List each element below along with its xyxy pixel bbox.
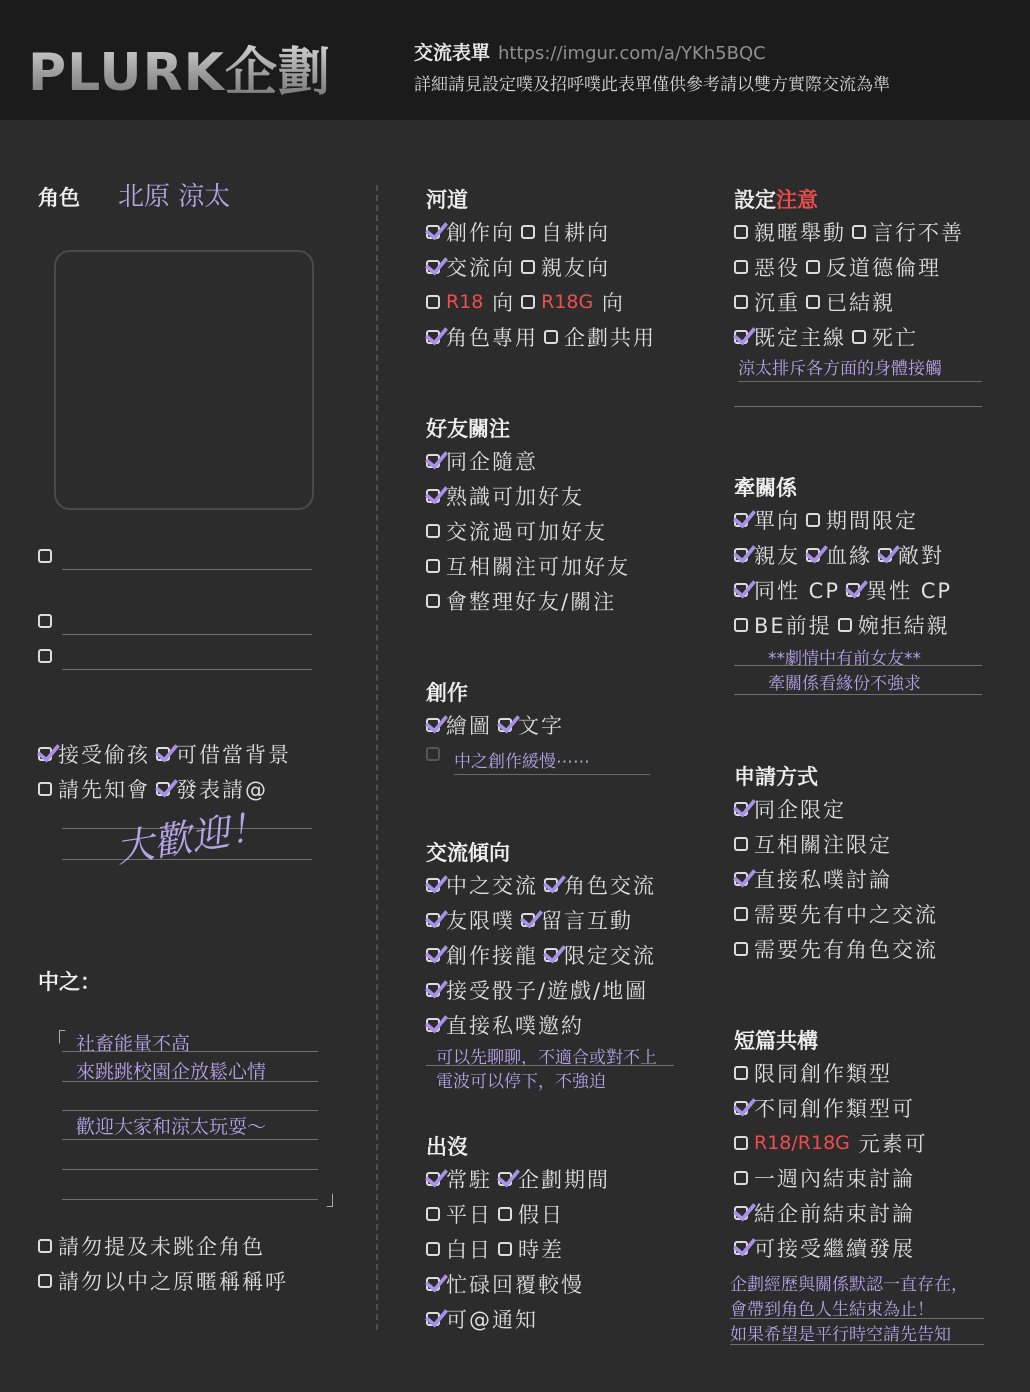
section-title-friends: 好友關注: [426, 417, 510, 441]
checkbox-icon[interactable]: [426, 295, 440, 309]
blank-line: [62, 1199, 318, 1200]
friends-row: [426, 516, 613, 546]
option-item[interactable]: 創作接龍: [426, 940, 538, 970]
presence-row: [426, 1164, 616, 1194]
checkbox-icon[interactable]: [852, 330, 866, 344]
settings-note: 涼太排斥各方面的身體接觸: [738, 354, 982, 382]
option-item[interactable]: 常駐: [426, 1164, 492, 1194]
checkbox-icon[interactable]: [806, 260, 820, 274]
option-item[interactable]: 文字: [498, 710, 564, 740]
apply-row: [734, 794, 852, 824]
blank-line: [62, 1051, 318, 1052]
checkbox-checked-icon[interactable]: [734, 1206, 748, 1220]
friends-row: [426, 586, 622, 616]
checkbox-icon[interactable]: [852, 225, 866, 239]
option-item[interactable]: 不同創作類型可: [734, 1093, 915, 1123]
relations-row: [734, 540, 950, 570]
checkbox-checked-icon[interactable]: [426, 878, 440, 892]
option-item[interactable]: 交流向: [426, 252, 515, 282]
option-item[interactable]: 可接受繼續發展: [734, 1233, 915, 1263]
blank-line: [734, 694, 982, 695]
blank-line: [62, 569, 312, 570]
checkbox-checked-icon[interactable]: [426, 1018, 440, 1032]
bottom-option-row: [38, 1231, 271, 1261]
option-item[interactable]: 自耕向: [521, 217, 610, 247]
friends-row: [426, 446, 544, 476]
checkbox-checked-icon[interactable]: [426, 718, 440, 732]
option-item[interactable]: 可借當背景: [156, 739, 291, 769]
option-item[interactable]: 親友向: [521, 252, 610, 282]
option-item[interactable]: 親友: [734, 540, 800, 570]
blank-line: [734, 406, 982, 407]
tendency-row: [426, 1010, 590, 1040]
apply-row: [734, 899, 944, 929]
creation-note: 中之創作緩慢⋯⋯: [454, 747, 650, 775]
character-photo-placeholder: [54, 250, 314, 510]
option-item[interactable]: 創作向: [426, 217, 515, 247]
blank-line: [62, 1110, 318, 1111]
settings-row: [734, 322, 924, 352]
plurk-logo: PLURK企劃: [28, 30, 331, 105]
checkbox-icon[interactable]: [734, 1066, 748, 1080]
option-item[interactable]: 一週內結束討論: [734, 1163, 915, 1193]
form-title-line: [414, 38, 766, 65]
checkbox-icon[interactable]: [734, 907, 748, 921]
short-row: [734, 1163, 921, 1193]
checkbox-icon[interactable]: [38, 649, 52, 663]
checkbox-icon[interactable]: [38, 1274, 52, 1288]
friends-row: [426, 481, 590, 511]
option-item[interactable]: 忙碌回覆較慢: [426, 1269, 584, 1299]
checkbox-icon[interactable]: [734, 295, 748, 309]
option-item[interactable]: 異性 CP: [846, 575, 952, 605]
relations-row: [734, 505, 924, 535]
checkbox-icon[interactable]: [38, 782, 52, 796]
option-item[interactable]: 發表請@: [156, 774, 268, 804]
short-note: 會帶到角色人生結束為止！: [730, 1300, 934, 1320]
quote-open: 「: [46, 1028, 66, 1052]
option-item[interactable]: 平日: [426, 1199, 492, 1229]
short-note: 如果希望是平行時空請先告知: [730, 1325, 951, 1345]
checkbox-icon[interactable]: [734, 942, 748, 956]
apply-row: [734, 864, 898, 894]
blank-line: [426, 1065, 674, 1066]
presence-row: [426, 1269, 590, 1299]
pl-line: 社畜能量不高: [76, 1033, 191, 1055]
checkbox-icon[interactable]: [734, 225, 748, 239]
checkbox-icon[interactable]: [426, 747, 440, 761]
checkbox-icon[interactable]: [38, 549, 52, 563]
checkbox-icon[interactable]: [521, 260, 535, 274]
checkbox-checked-icon[interactable]: [156, 747, 170, 761]
short-row: [734, 1233, 921, 1263]
checkbox-checked-icon[interactable]: [426, 260, 440, 274]
option-item[interactable]: 反道德倫理: [806, 252, 941, 282]
tendency-row: [426, 870, 662, 900]
checkbox-checked-icon[interactable]: [846, 583, 860, 597]
blank-line: [734, 665, 982, 666]
option-item[interactable]: 請勿以中之原暱稱稱呼: [38, 1266, 288, 1296]
creation-note-row: [426, 747, 446, 761]
checkbox-icon[interactable]: [734, 1136, 748, 1150]
option-item[interactable]: 繪圖: [426, 710, 492, 740]
short-row: [734, 1128, 934, 1158]
checkbox-icon[interactable]: [734, 837, 748, 851]
pl-line: 來跳跳校園企放鬆心情: [76, 1061, 267, 1083]
option-item[interactable]: 言行不善: [852, 217, 964, 247]
option-item[interactable]: 同企限定: [734, 794, 846, 824]
creation-row: [426, 710, 570, 740]
checkbox-icon[interactable]: [38, 1239, 52, 1253]
checkbox-checked-icon[interactable]: [426, 1312, 440, 1326]
checkbox-checked-icon[interactable]: [734, 583, 748, 597]
form-url-link[interactable]: https://imgur.com/a/YKh5BQC: [498, 43, 766, 64]
option-item[interactable]: 請勿提及未跳企角色: [38, 1231, 265, 1261]
header: [0, 0, 1030, 120]
option-item[interactable]: 同企隨意: [426, 446, 538, 476]
section-title-relations: 牽關係: [734, 476, 797, 500]
river-row: [426, 217, 616, 247]
friends-row: [426, 551, 636, 581]
option-item[interactable]: 白日: [426, 1234, 492, 1264]
relations-note: 牽關係看緣份不強求: [768, 674, 921, 694]
blank-checkbox-row[interactable]: [38, 648, 58, 667]
checkbox-checked-icon[interactable]: [878, 548, 892, 562]
checkbox-checked-icon[interactable]: [426, 225, 440, 239]
relations-row: [734, 610, 956, 640]
role-name: 北原 涼太: [118, 182, 231, 212]
blank-line: [62, 1139, 318, 1140]
checkbox-icon[interactable]: [734, 618, 748, 632]
checkbox-checked-icon[interactable]: [156, 782, 170, 796]
option-item[interactable]: 需要先有角色交流: [734, 934, 938, 964]
apply-row: [734, 829, 898, 859]
checkbox-icon[interactable]: [426, 1207, 440, 1221]
option-item[interactable]: 時差: [498, 1234, 564, 1264]
option-item[interactable]: 友限噗: [426, 905, 515, 935]
short-note: 企劃經歷與關係默認一直存在，: [730, 1275, 968, 1295]
checkbox-icon[interactable]: [426, 559, 440, 573]
column-divider: [376, 185, 378, 1330]
checkbox-icon[interactable]: [838, 618, 852, 632]
section-title-tendency: 交流傾向: [426, 841, 510, 865]
presence-row: [426, 1234, 570, 1264]
checkbox-checked-icon[interactable]: [426, 948, 440, 962]
option-item[interactable]: 期間限定: [806, 505, 918, 535]
option-item[interactable]: 需要先有中之交流: [734, 899, 938, 929]
relations-row: [734, 575, 958, 605]
option-item[interactable]: 留言互動: [521, 905, 633, 935]
option-item[interactable]: 同性 CP: [734, 575, 840, 605]
accept-row: [38, 739, 297, 769]
checkbox-icon[interactable]: [734, 260, 748, 274]
settings-row: [734, 252, 947, 282]
checkbox-checked-icon[interactable]: [426, 913, 440, 927]
tendency-note: 可以先聊聊，不適合或對不上: [436, 1048, 657, 1068]
checkbox-icon[interactable]: [521, 295, 535, 309]
checkbox-icon[interactable]: [521, 225, 535, 239]
checkbox-checked-icon[interactable]: [38, 747, 52, 761]
checkbox-checked-icon[interactable]: [498, 718, 512, 732]
section-title-presence: 出沒: [426, 1135, 468, 1159]
section-title-short: 短篇共構: [734, 1029, 818, 1053]
welcome-handwriting: 大歡迎！: [112, 803, 270, 872]
checkbox-icon[interactable]: [426, 524, 440, 538]
tendency-row: [426, 975, 654, 1005]
option-item[interactable]: 敵對: [878, 540, 944, 570]
checkbox-checked-icon[interactable]: [734, 548, 748, 562]
option-item[interactable]: R18/R18G 元素可: [734, 1128, 928, 1158]
checkbox-checked-icon[interactable]: [426, 330, 440, 344]
checkbox-icon[interactable]: [426, 1242, 440, 1256]
checkbox-icon[interactable]: [734, 1171, 748, 1185]
blank-checkbox-row[interactable]: [38, 548, 58, 567]
option-item[interactable]: 請先知會: [38, 774, 150, 804]
checkbox-checked-icon[interactable]: [426, 983, 440, 997]
checkbox-icon[interactable]: [498, 1207, 512, 1221]
option-item[interactable]: 沉重: [734, 287, 800, 317]
checkbox-checked-icon[interactable]: [426, 1277, 440, 1291]
option-item[interactable]: BE前提: [734, 610, 832, 640]
apply-row: [734, 934, 944, 964]
option-item[interactable]: R18G 向: [521, 287, 625, 317]
checkbox-checked-icon[interactable]: [544, 948, 558, 962]
checkbox-icon[interactable]: [806, 295, 820, 309]
checkbox-checked-icon[interactable]: [734, 1101, 748, 1115]
checkbox-icon[interactable]: [544, 330, 558, 344]
option-item[interactable]: 互相關注限定: [734, 829, 892, 859]
option-item[interactable]: 已結親: [806, 287, 895, 317]
role-label: 角色: [38, 186, 80, 210]
checkbox-checked-icon[interactable]: [521, 913, 535, 927]
checkbox-checked-icon[interactable]: [426, 454, 440, 468]
option-item[interactable]: 限同創作類型: [734, 1058, 892, 1088]
tendency-row: [426, 905, 639, 935]
checkbox-icon[interactable]: [38, 614, 52, 628]
checkbox-checked-icon[interactable]: [734, 872, 748, 886]
pl-label: 中之：: [38, 970, 101, 994]
checkbox-checked-icon[interactable]: [734, 330, 748, 344]
checkbox-icon[interactable]: [498, 1242, 512, 1256]
option-item[interactable]: R18 向: [426, 287, 515, 317]
blank-line: [62, 634, 312, 635]
checkbox-checked-icon[interactable]: [734, 802, 748, 816]
presence-row: [426, 1304, 544, 1334]
option-item[interactable]: 血緣: [806, 540, 872, 570]
option-item[interactable]: 中之交流: [426, 870, 538, 900]
option-item[interactable]: 接受偷孩: [38, 739, 150, 769]
checkbox-checked-icon[interactable]: [426, 1172, 440, 1186]
checkbox-icon[interactable]: [426, 594, 440, 608]
section-title-creation: 創作: [426, 681, 468, 705]
river-row: [426, 287, 631, 317]
option-item[interactable]: 企劃期間: [498, 1164, 610, 1194]
tendency-row: [426, 940, 662, 970]
river-row: [426, 252, 616, 282]
short-row: [734, 1058, 898, 1088]
settings-row: [734, 287, 901, 317]
checkbox-checked-icon[interactable]: [544, 878, 558, 892]
option-item[interactable]: 企劃共用: [544, 322, 656, 352]
river-row: [426, 322, 662, 352]
option-item[interactable]: 直接私噗討論: [734, 864, 892, 894]
option-item[interactable]: 假日: [498, 1199, 564, 1229]
relations-note: **劇情中有前女友**: [768, 649, 921, 669]
blank-line: [730, 1318, 984, 1319]
bottom-option-row: [38, 1266, 294, 1296]
option-item[interactable]: 惡役: [734, 252, 800, 282]
checkbox-icon[interactable]: [806, 513, 820, 527]
option-item[interactable]: 會整理好友/關注: [426, 586, 616, 616]
form-subtitle: 詳細請見設定噗及招呼噗此表單僅供參考請以雙方實際交流為準: [414, 75, 890, 95]
option-item[interactable]: 交流過可加好友: [426, 516, 607, 546]
option-item[interactable]: 婉拒結親: [838, 610, 950, 640]
checkbox-checked-icon[interactable]: [498, 1172, 512, 1186]
option-item[interactable]: 既定主線: [734, 322, 846, 352]
checkbox-checked-icon[interactable]: [734, 513, 748, 527]
form-title: 交流表單: [414, 42, 491, 64]
checkbox-checked-icon[interactable]: [426, 489, 440, 503]
option-item[interactable]: 可@通知: [426, 1304, 538, 1334]
short-row: [734, 1198, 921, 1228]
checkbox-checked-icon[interactable]: [734, 1241, 748, 1255]
section-title-apply: 申請方式: [734, 765, 818, 789]
option-item[interactable]: 限定交流: [544, 940, 656, 970]
option-item[interactable]: 熟識可加好友: [426, 481, 584, 511]
checkbox-checked-icon[interactable]: [806, 548, 820, 562]
short-row: [734, 1093, 921, 1123]
quote-close: 」: [326, 1186, 346, 1210]
section-title-settings: 設定注意: [734, 188, 818, 212]
option-item[interactable]: 角色交流: [544, 870, 656, 900]
blank-line: [62, 1081, 318, 1082]
blank-line: [62, 669, 312, 670]
option-item[interactable]: 單向: [734, 505, 800, 535]
option-item[interactable]: 死亡: [852, 322, 918, 352]
option-item[interactable]: 親暱舉動: [734, 217, 846, 247]
option-item[interactable]: 角色專用: [426, 322, 538, 352]
tendency-note: 電波可以停下，不強迫: [436, 1072, 606, 1092]
pl-line: 歡迎大家和涼太玩耍～: [76, 1116, 267, 1138]
blank-line: [62, 1169, 318, 1170]
settings-row: [734, 217, 970, 247]
option-item[interactable]: 結企前結束討論: [734, 1198, 915, 1228]
option-item[interactable]: 接受骰子/遊戲/地圖: [426, 975, 648, 1005]
presence-row: [426, 1199, 570, 1229]
option-item[interactable]: 互相關注可加好友: [426, 551, 630, 581]
section-title-river: 河道: [426, 188, 468, 212]
blank-checkbox-row[interactable]: [38, 613, 58, 632]
option-item[interactable]: 直接私噗邀約: [426, 1010, 584, 1040]
blank-line: [730, 1344, 984, 1345]
